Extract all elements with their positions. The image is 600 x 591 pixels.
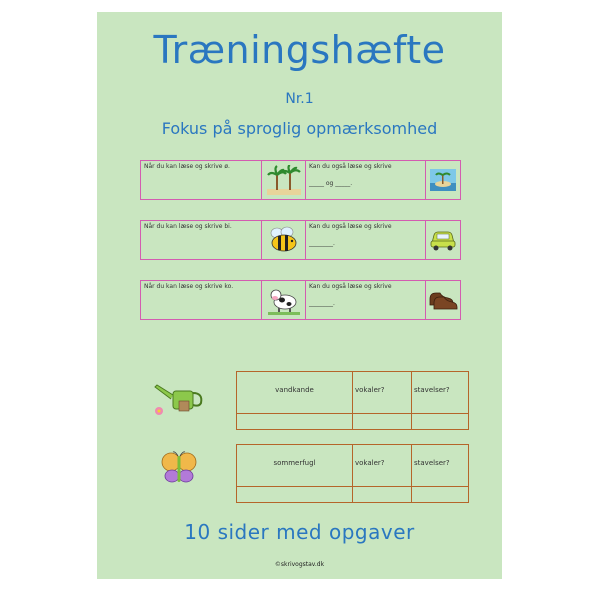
empty-cell	[236, 486, 353, 503]
issue-number: Nr.1	[285, 91, 314, 107]
vowels-answer[interactable]	[352, 413, 412, 430]
exercise-row	[140, 160, 461, 200]
exercise-row	[140, 220, 461, 260]
cow-icon	[262, 281, 306, 319]
exercise-question: Kan du også læse og skrive ________.	[306, 281, 426, 319]
syllables-cell: stavelser?	[411, 371, 469, 414]
word-cell: vandkande	[236, 371, 353, 414]
word-table	[237, 445, 470, 503]
vowels-cell: vokaler?	[352, 444, 412, 487]
answer-blank[interactable]: ________.	[308, 300, 335, 307]
exercise-prompt: Når du kan læse og skrive ø.	[141, 161, 262, 199]
shoes-icon	[426, 281, 460, 319]
vowels-answer[interactable]	[352, 486, 412, 503]
butterfly-icon	[159, 450, 199, 492]
syllables-answer[interactable]	[411, 486, 469, 503]
copyright-text: ©skrivogstav.dk	[274, 561, 325, 568]
footer-title: 10 sider med opgaver	[184, 520, 415, 544]
exercise-prompt: Når du kan læse og skrive ko.	[141, 281, 262, 319]
vowels-cell: vokaler?	[352, 371, 412, 414]
syllables-answer[interactable]	[411, 413, 469, 430]
syllables-cell: stavelser?	[411, 444, 469, 487]
palm-trees-icon	[262, 161, 306, 199]
answer-blank[interactable]: ________.	[308, 240, 335, 247]
empty-cell	[236, 413, 353, 430]
word-table	[237, 372, 470, 430]
watering-can-icon	[149, 379, 209, 423]
word-cell: sommerfugl	[236, 444, 353, 487]
answer-blank[interactable]: _____ og _____.	[308, 180, 353, 187]
page-title: Træningshæfte	[153, 28, 446, 72]
worksheet-cover	[97, 12, 502, 579]
focus-subtitle: Fokus på sproglig opmærksomhed	[161, 119, 438, 138]
exercise-row	[140, 280, 461, 320]
exercise-question: Kan du også læse og skrive ________.	[306, 221, 426, 259]
exercise-question: Kan du også læse og skrive _____ og _____.	[306, 161, 426, 199]
island-icon	[426, 161, 460, 199]
exercise-prompt: Når du kan læse og skrive bi.	[141, 221, 262, 259]
bee-icon	[262, 221, 306, 259]
car-icon	[426, 221, 460, 259]
